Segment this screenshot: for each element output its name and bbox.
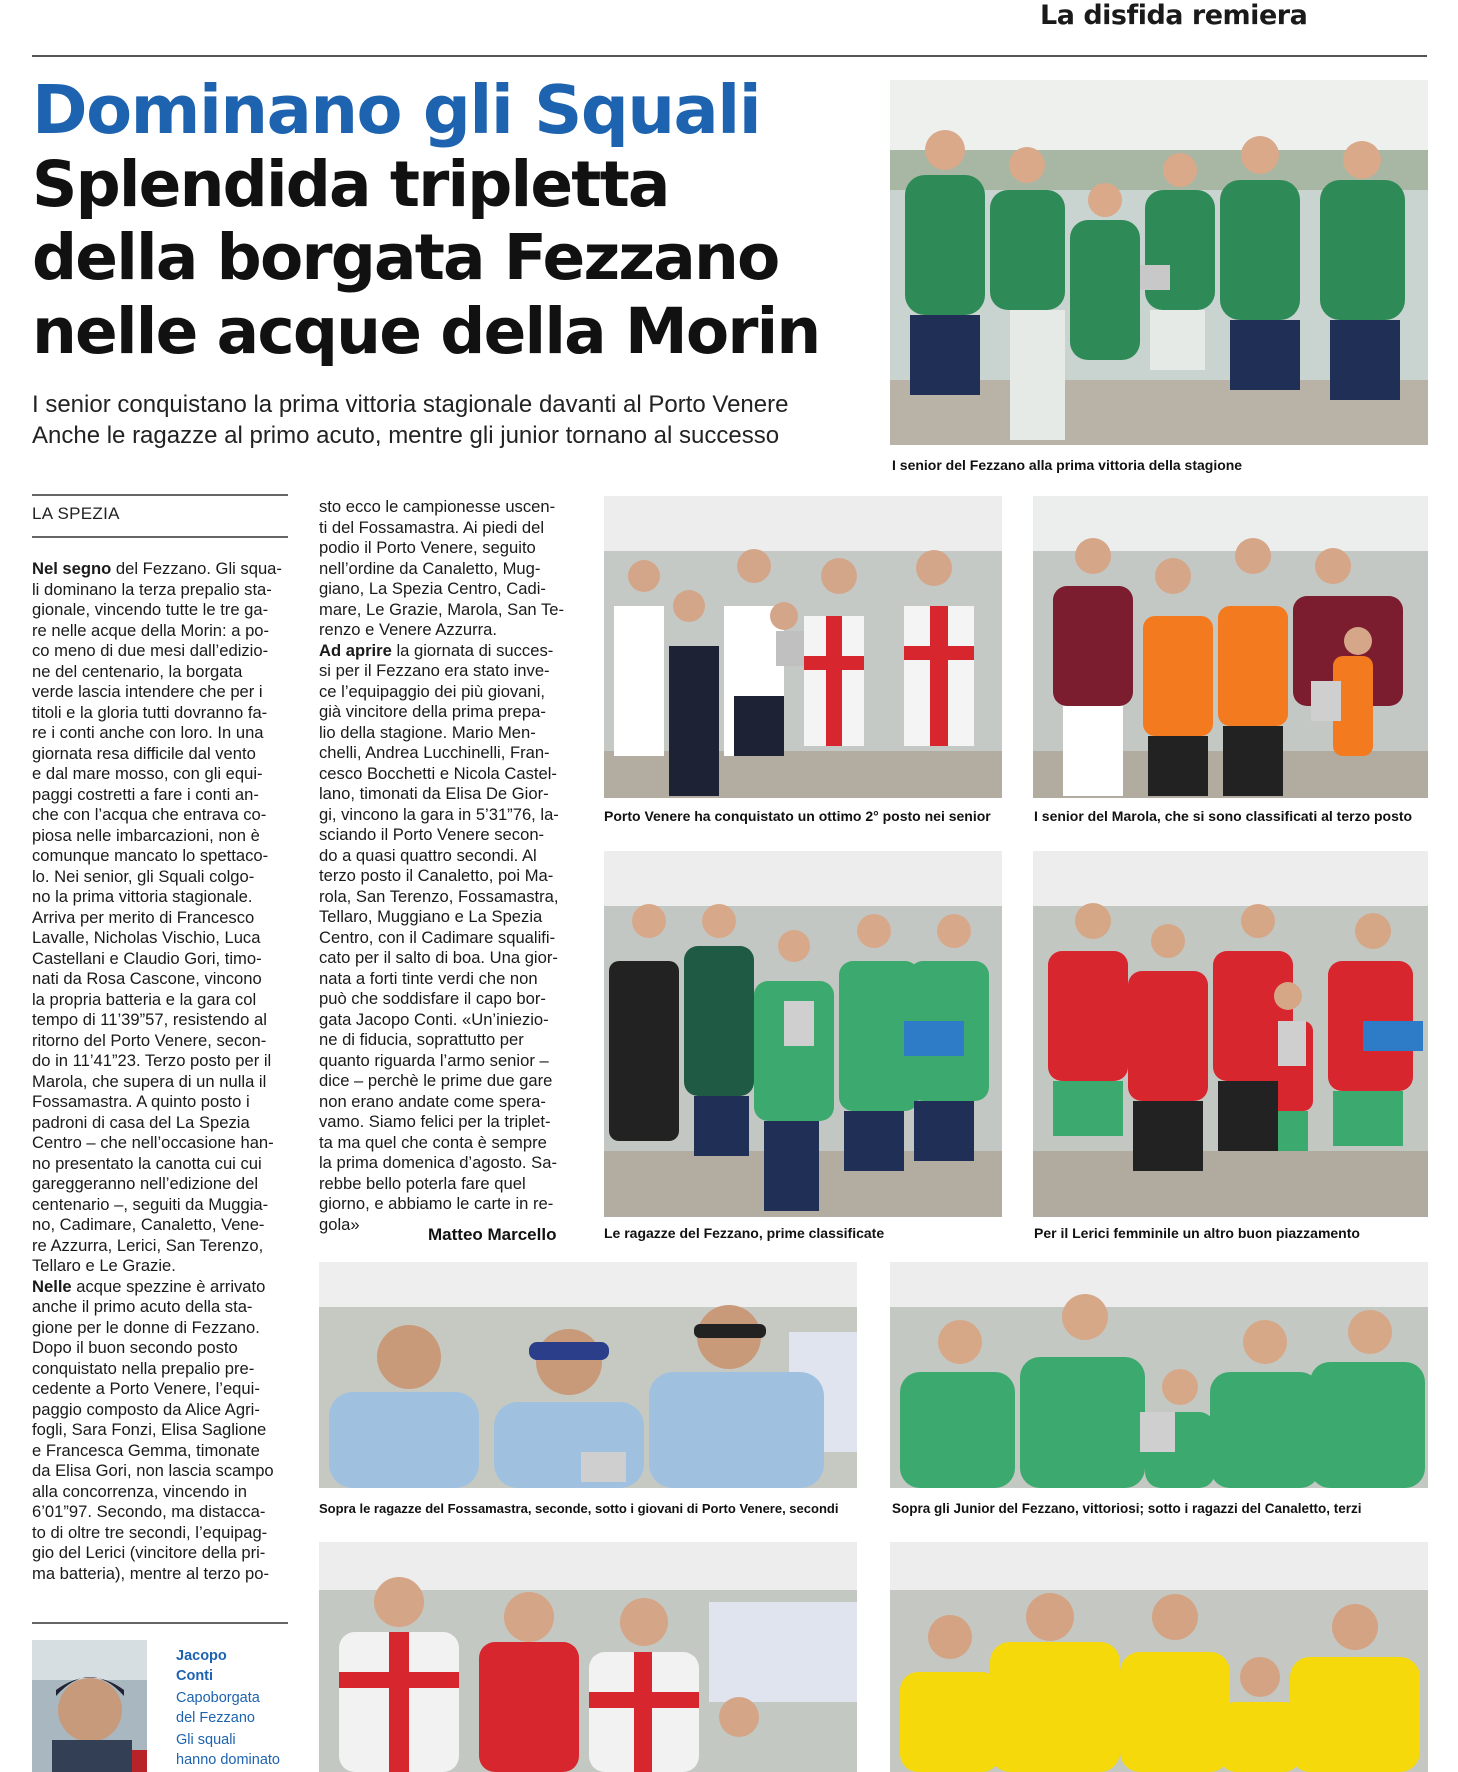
- article-line: ne di fiducia, soprattutto per: [319, 1030, 524, 1049]
- article-line: verde lascia intendere che per i: [32, 682, 263, 701]
- paragraph-lead-in: Ad aprire: [319, 640, 392, 660]
- article-line: titoli e la gloria tutti dovranno fa-: [32, 702, 268, 722]
- article-line: cato per il salto di boa. Una gior-: [319, 948, 558, 967]
- caption-photo-4: Le ragazze del Fezzano, prime classificate: [604, 1225, 885, 1241]
- article-line: giorno, e abbiamo le carte in re-: [319, 1194, 554, 1213]
- caption-photo-3: I senior del Marola, che si sono classificati al terzo posto: [1034, 808, 1413, 824]
- bio-name-last: Conti: [176, 1668, 214, 1684]
- article-line: gareggeranno nell’edizione del: [32, 1174, 259, 1193]
- photo-fezzano-junior: [890, 1262, 1428, 1488]
- article-line: ma batteria), mentre al terzo po-: [32, 1563, 270, 1583]
- article-line: ti del Fossamastra. Ai piedi del: [319, 517, 545, 537]
- article-line: Centro, con il Cadimare squalifi-: [319, 927, 556, 947]
- photo-porto-venere-junior: [319, 1542, 857, 1772]
- article-line: fogli, Sara Fonzi, Elisa Saglione: [32, 1420, 267, 1439]
- article-line: co meno di due mesi dall’edizio-: [32, 641, 269, 660]
- article-line: re i conti anche con loro. In una: [32, 723, 264, 742]
- article-line: padroni di casa del La Spezia: [32, 1112, 250, 1132]
- article-line: gi, vincono la gara in 5’31”76, la-: [319, 804, 559, 824]
- article-line: ne del centenario, la borgata: [32, 661, 243, 681]
- article-line: no la prima vittoria stagionale.: [32, 887, 253, 906]
- article-line: la prima domenica d’agosto. Sa-: [319, 1153, 557, 1172]
- article-line: lano, timonati da Elisa De Gior-: [319, 784, 549, 803]
- bio-name-first: Jacopo: [176, 1648, 227, 1664]
- top-rule: [32, 55, 1427, 57]
- article-column-2: [319, 497, 575, 1235]
- caption-photo-7: Sopra gli Junior del Fezzano, vittoriosi; sotto i ragazzi del Canaletto, terzi: [892, 1501, 1362, 1516]
- article-line: no presentato la canotta cui cui: [32, 1153, 262, 1173]
- caption-photo-6: Sopra le ragazze del Fossamastra, seconde, sotto i giovani di Porto Venere, secondi: [319, 1501, 839, 1516]
- article-line: sto ecco le campionesse uscen-: [319, 497, 556, 516]
- article-line: no, Cadimare, Canaletto, Vene-: [32, 1215, 265, 1234]
- article-line: mare, Le Grazie, Marola, San Te-: [319, 599, 565, 619]
- article-line: do a quasi quattro secondi. Al: [319, 845, 537, 865]
- article-line: e Francesca Gemma, timonate: [32, 1440, 260, 1460]
- article-line: paggi costretti a fare i conti an-: [32, 784, 259, 804]
- article-line: Dopo il buon secondo posto: [32, 1338, 238, 1357]
- article-line: tempo di 11’39”57, resistendo al: [32, 1010, 267, 1029]
- article-line: gola»: [319, 1214, 360, 1234]
- caption-photo-2: Porto Venere ha conquistato un ottimo 2° posto nei senior: [604, 808, 991, 824]
- article-line: si per il Fezzano era stato inve-: [319, 661, 550, 680]
- article-line: ce l’equipaggio dei più giovani,: [319, 681, 546, 701]
- article-line: la propria batteria e la gara col: [32, 989, 257, 1009]
- article-line: cesco Bocchetti e Nicola Castel-: [319, 763, 557, 783]
- deck-line-1: I senior conquistano la prima vittoria stagionale davanti al Porto Venere: [32, 391, 789, 418]
- headline-kicker: Dominano gli Squali: [32, 71, 761, 149]
- headline-line-3: nelle acque della Morin: [32, 295, 820, 368]
- article-line: ta ma quel che conta è sempre: [319, 1132, 547, 1152]
- article-line: centenario –, seguiti da Muggia-: [32, 1194, 269, 1214]
- paragraph-lead-in: Nel segno: [32, 559, 112, 578]
- section-label: La disfida remiera: [1040, 0, 1308, 31]
- article-line: paggio composto da Alice Agri-: [32, 1399, 260, 1419]
- dateline-rule-bottom: [32, 536, 288, 538]
- article-line: che con l’acqua che entrava co-: [32, 805, 267, 824]
- portrait-jacopo-conti: [32, 1640, 147, 1772]
- photo-fossamastra-women: [319, 1262, 857, 1488]
- article-line: 6’01”97. Secondo, ma distacca-: [32, 1502, 266, 1521]
- article-line: comunque mancato lo spettaco-: [32, 846, 269, 865]
- bio-line-4: hanno dominato: [176, 1752, 280, 1768]
- article-line: re nelle acque della Morin: a po-: [32, 620, 270, 640]
- photo-canaletto-junior: [890, 1542, 1428, 1772]
- article-line: non erano andate come spera-: [319, 1091, 546, 1111]
- dateline: LA SPEZIA: [32, 504, 120, 523]
- article-line: re Azzurra, Lerici, San Terenzo,: [32, 1235, 264, 1255]
- article-line: gata Jacopo Conti. «Un’iniezio-: [319, 1009, 549, 1029]
- article-line: piosa nelle imbarcazioni, non è: [32, 825, 260, 845]
- article-line: dice – perchè le prime due gare: [319, 1071, 553, 1090]
- dateline-rule-top: [32, 494, 288, 496]
- article-line: lo. Nei senior, gli Squali colgo-: [32, 866, 255, 886]
- article-line: Marola, che supera di un nulla il: [32, 1071, 267, 1091]
- article-line: chelli, Andrea Lucchinelli, Fran-: [319, 743, 550, 762]
- article-line: e dal mare mosso, con gli equi-: [32, 764, 263, 783]
- article-line: to di oltre tre secondi, l’equipag-: [32, 1522, 268, 1542]
- article-line: Arriva per merito di Francesco: [32, 907, 255, 927]
- article-line: gionale, vincendo tutte le tre ga-: [32, 600, 269, 619]
- article-line: Fossamastra. A quinto posto i: [32, 1092, 250, 1111]
- bio-line-3: Gli squali: [176, 1732, 236, 1748]
- article-line: renzo e Venere Azzurra.: [319, 620, 498, 639]
- bio-rule: [32, 1622, 288, 1624]
- article-line: rola, San Terenzo, Fossamastra,: [319, 886, 559, 906]
- article-line: Nelle acque spezzine è arrivato: [32, 1276, 266, 1296]
- article-line: giornata resa difficile dal vento: [32, 743, 256, 763]
- article-line: Lavalle, Nicholas Vischio, Luca: [32, 928, 261, 947]
- article-line: Castellani e Claudio Gori, timo-: [32, 948, 262, 968]
- article-line: podio il Porto Venere, seguito: [319, 538, 536, 557]
- bio-line-2: del Fezzano: [176, 1710, 255, 1726]
- article-line: rebbe bello poterla fare quel: [319, 1173, 526, 1193]
- article-line: giano, La Spezia Centro, Cadi-: [319, 579, 546, 598]
- headline-line-2: della borgata Fezzano: [32, 221, 779, 294]
- article-line: cedente a Porto Venere, l’equi-: [32, 1379, 260, 1398]
- article-line: terzo posto il Canaletto, poi Ma-: [319, 866, 554, 885]
- article-line: nata a forti tinte verdi che non: [319, 968, 538, 988]
- article-line: do in 11’41”23. Terzo posto per il: [32, 1051, 272, 1070]
- article-line: conquistato nella prepalio pre-: [32, 1358, 255, 1378]
- headline-line-1: Splendida tripletta: [32, 148, 669, 221]
- article-line: nati da Rosa Cascone, vincono: [32, 969, 262, 988]
- article-line: Tellaro e Le Grazie.: [32, 1256, 176, 1275]
- photo-fezzano-senior: [890, 80, 1428, 445]
- caption-photo-5: Per il Lerici femminile un altro buon piazzamento: [1034, 1225, 1360, 1241]
- article-line: nell’ordine da Canaletto, Mug-: [319, 558, 541, 578]
- article-line: lio della stagione. Mario Men-: [319, 722, 536, 742]
- article-line: alla concorrenza, vincendo in: [32, 1481, 247, 1501]
- article-line: può che soddisfare il capo bor-: [319, 989, 546, 1008]
- article-line: anche il primo acuto della sta-: [32, 1297, 253, 1316]
- article-line: Nel segno del Fezzano. Gli squa-: [32, 559, 282, 578]
- article-line: gione per le donne di Fezzano.: [32, 1317, 260, 1337]
- article-line: Centro – che nell’occasione han-: [32, 1133, 274, 1152]
- paragraph-lead-in: Nelle: [32, 1276, 72, 1296]
- article-line: Ad aprire la giornata di succes-: [319, 640, 554, 660]
- photo-fezzano-women: [604, 851, 1002, 1217]
- photo-lerici-women: [1033, 851, 1428, 1217]
- article-line: da Elisa Gori, non lascia scampo: [32, 1461, 274, 1480]
- article-line: già vincitore della prima prepa-: [319, 702, 546, 721]
- article-column-1: [32, 559, 288, 1584]
- article-line: quanto riguarda l’armo senior –: [319, 1050, 549, 1070]
- article-line: li dominano la terza prepalio sta-: [32, 579, 272, 599]
- article-line: vamo. Siamo felici per la triplet-: [319, 1112, 551, 1131]
- article-line: sciando il Porto Venere secon-: [319, 825, 545, 844]
- photo-porto-venere-senior: [604, 496, 1002, 798]
- byline: Matteo Marcello: [428, 1225, 557, 1244]
- deck-line-2: Anche le ragazze al primo acuto, mentre gli junior tornano al successo: [32, 422, 780, 449]
- article-line: Tellaro, Muggiano e La Spezia: [319, 907, 543, 926]
- bio-line-1: Capoborgata: [176, 1690, 260, 1706]
- caption-photo-1: I senior del Fezzano alla prima vittoria della stagione: [892, 457, 1243, 473]
- photo-marola-senior: [1033, 496, 1428, 798]
- article-line: ritorno del Porto Venere, secon-: [32, 1030, 267, 1050]
- article-line: gio del Lerici (vincitore della pri-: [32, 1543, 266, 1562]
